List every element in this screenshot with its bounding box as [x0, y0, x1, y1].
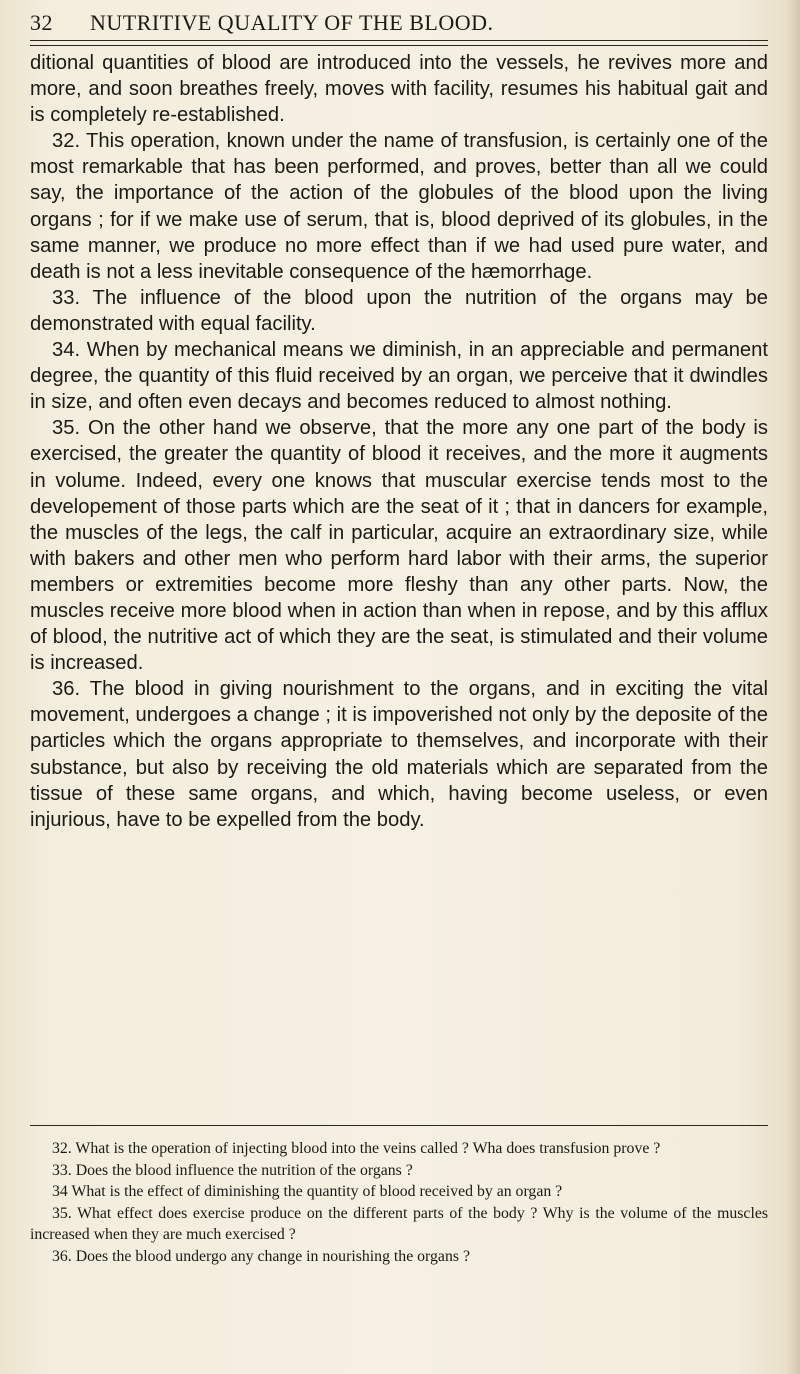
page-header [30, 10, 770, 40]
paragraph-33: 33. The influence of the blood upon the nutrition of the organs may be demonstrated with equal facility. [30, 286, 768, 335]
paragraph-36: 36. The blood in giving nourishment to the organs, and in exciting the vital movement, undergoes a change ; it is impoverished not only by the deposite of the particles which the organs appropriate to themselves, and incorporate with their substance, but also by receiving the old materials which are separated from the tissue of these same organs, and which, having become useless, or even injurious, have to be expelled from the body. [30, 678, 768, 831]
question-33: 33. Does the blood influence the nutrition of the organs ? [52, 1161, 413, 1179]
question-36: 36. Does the blood undergo any change in nourishing the organs ? [52, 1247, 470, 1265]
paragraph-35: 35. On the other hand we observe, that the more any one part of the body is exercised, the greater the quantity of blood it receives, and the more it augments in volume. Indeed, every one knows that muscular exercise tends most to the developement of those parts which are the seat of it ; that in dancers for example, the muscles of the legs, the calf in particular, acquire an extraordinary size, while with bakers and other men who perform hard labor with their arms, the superior members or extremities become more fleshy than any other parts. Now, the muscles receive more blood when in action than when in repose, and by this afflux of blood, the nutritive act of which they are the seat, is stimulated and their volume is increased. [30, 417, 768, 675]
main-text [30, 50, 768, 833]
question-32: 32. What is the operation of injecting blood into the veins called ? Wha does transfusion prove ? [52, 1140, 661, 1157]
page-number: 32 [30, 10, 53, 35]
running-title: NUTRITIVE QUALITY OF THE BLOOD. [90, 10, 494, 35]
review-questions [30, 1138, 768, 1267]
questions-divider [30, 1125, 768, 1126]
paragraph-34: 34. When by mechanical means we diminish, in an appreciable and permanent degree, the quantity of this fluid received by an organ, we perceive that it dwindles in size, and often even decays and becomes reduced to almost nothing. [30, 339, 768, 414]
paragraph-continued: ditional quantities of blood are introduced into the vessels, he revives more and more, and soon breathes freely, moves with facility, resumes his habitual gait and is completely re-established. [30, 52, 768, 127]
paragraph-32: 32. This operation, known under the name of transfusion, is certainly one of the most remarkable that has been performed, and proves, better than all we could say, the importance of the action of the globules of the blood upon the living organs ; for if we make use of serum, that is, blood deprived of its globules, in the same manner, we produce no more effect than if we had used pure water, and death is not a less inevitable consequence of the hæmorrhage. [30, 130, 768, 283]
page-edge-shadow [786, 0, 800, 1374]
header-rule [30, 40, 768, 41]
header-rule-secondary [30, 45, 768, 46]
question-34: 34 What is the effect of diminishing the quantity of blood received by an organ ? [52, 1183, 563, 1200]
question-35: 35. What effect does exercise produce on the different parts of the body ? Why is the volume of the muscles increased when they are much exercised ? [30, 1204, 768, 1243]
